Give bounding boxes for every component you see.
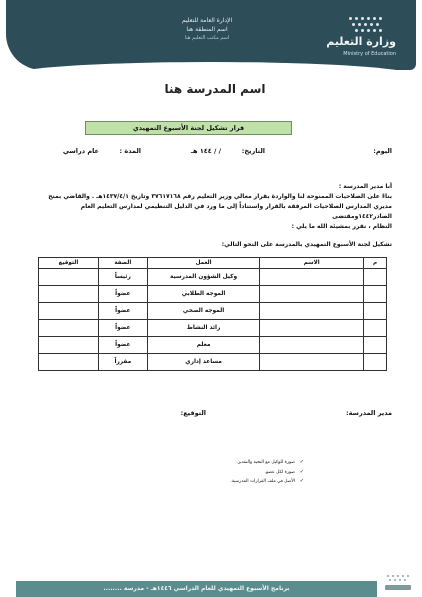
- signature-cell: [39, 286, 99, 303]
- row-number-cell: [364, 354, 387, 371]
- name-cell: [260, 286, 364, 303]
- role-cell: عضواً: [98, 320, 147, 337]
- role-cell: مقرراً: [98, 354, 147, 371]
- decision-title: قرار تشكيل لجنة الأسبوع التمهيدي: [85, 121, 292, 135]
- ministry-name-ar: وزارة التعليم: [326, 35, 396, 48]
- row-number-cell: [364, 286, 387, 303]
- table-header-row: [39, 258, 387, 269]
- table-row: [39, 303, 387, 320]
- name-cell: [260, 269, 364, 286]
- name-cell: [260, 354, 364, 371]
- ministry-logo-icon: [342, 16, 382, 34]
- manager-signature-row: [28, 409, 392, 421]
- date-label: التاريخ:: [241, 147, 265, 155]
- signature-cell: [39, 337, 99, 354]
- manager-greeting: أنا مدير المدرسة :: [338, 183, 392, 190]
- column-role: الصفة: [98, 258, 147, 269]
- table-row: [39, 286, 387, 303]
- row-number-cell: [364, 337, 387, 354]
- signature-cell: [39, 269, 99, 286]
- committee-table: [38, 257, 387, 371]
- column-work: العمل: [147, 258, 260, 269]
- copies-list: [144, 458, 304, 487]
- admin-line-office: اسم مكتب التعليم هنا: [184, 35, 230, 41]
- signature-label: التوقيع:: [180, 409, 206, 417]
- term-label: المدة :: [119, 147, 141, 155]
- admin-line-general: الإدارة العامة للتعليم: [181, 17, 233, 24]
- decision-meta: [28, 147, 392, 159]
- page-footer: برنامج الأسبوع التمهيدي للعام الدراسي ١٤٤٦هـ - مدرسة ........: [16, 581, 377, 597]
- work-cell: الموجه الطلابي: [147, 286, 260, 303]
- copy-item-members: ✓ صورة لكل عضو.: [144, 468, 304, 478]
- name-cell: [260, 320, 364, 337]
- name-cell: [260, 303, 364, 320]
- work-cell: معلم: [147, 337, 260, 354]
- signature-cell: [39, 354, 99, 371]
- intro-line-3: النظام ، نقرر بمشيئة الله ما يلي :: [291, 223, 392, 230]
- copy-item-original: ✓ الأصل في ملف القرارات المدرسية.: [144, 477, 304, 487]
- column-number: م: [364, 258, 387, 269]
- table-row: [39, 269, 387, 286]
- name-cell: [260, 337, 364, 354]
- date-value: / / ١٤٤ هـ: [190, 147, 221, 155]
- role-cell: عضواً: [98, 286, 147, 303]
- academic-year-label: عام دراسي: [62, 147, 99, 155]
- row-number-cell: [364, 320, 387, 337]
- column-name: الاسم: [260, 258, 364, 269]
- manager-label: مدير المدرسة:: [346, 409, 392, 417]
- copy-item-deputy: ✓ صورة للوكيل مع التحية والتقدير.: [144, 458, 304, 468]
- intro-line-2: مديري المدارس الصلاحيات المرفقة بالقرار واستناداً إلى ما ورد في الدليل التنظيمي لمدارس التعليم العام الصادر١٤٤٢ومقتضى: [80, 203, 392, 220]
- footer-logo-icon: [385, 575, 411, 592]
- table-row: [39, 354, 387, 371]
- decision-intro: [32, 182, 392, 232]
- column-signature: التوقيع: [39, 258, 99, 269]
- school-name: اسم المدرسة هنا: [30, 78, 400, 100]
- row-number-cell: [364, 269, 387, 286]
- work-cell: الموجه الصحي: [147, 303, 260, 320]
- work-cell: مساعد إداري: [147, 354, 260, 371]
- ministry-logo: [322, 16, 396, 64]
- signature-cell: [39, 303, 99, 320]
- committee-table-title: تشكيل لجنة الأسبوع التمهيدي بالمدرسة على النحو التالي:: [221, 241, 392, 248]
- role-cell: عضواً: [98, 337, 147, 354]
- table-row: [39, 337, 387, 354]
- signature-cell: [39, 320, 99, 337]
- role-cell: عضواً: [98, 303, 147, 320]
- day-label: اليوم:: [373, 147, 392, 155]
- work-cell: وكيل الشؤون المدرسية: [147, 269, 260, 286]
- role-cell: رئيساً: [98, 269, 147, 286]
- table-row: [39, 320, 387, 337]
- intro-line-1: بناءً على الصلاحيات الممنوحة لنا والواردة بقرار معالي وزير التعليم رقم ٣٧٦١٧١٦٨ وتاريخ ١٤٣٧/٤/١هـ . والقاضي بمنح: [48, 193, 392, 200]
- work-cell: رائد النشاط: [147, 320, 260, 337]
- admin-lines: [152, 16, 262, 43]
- row-number-cell: [364, 303, 387, 320]
- page-header: [6, 0, 416, 70]
- admin-line-region: اسم المنطقة هنا: [186, 26, 228, 33]
- ministry-name-en: Ministry of Education: [343, 51, 396, 57]
